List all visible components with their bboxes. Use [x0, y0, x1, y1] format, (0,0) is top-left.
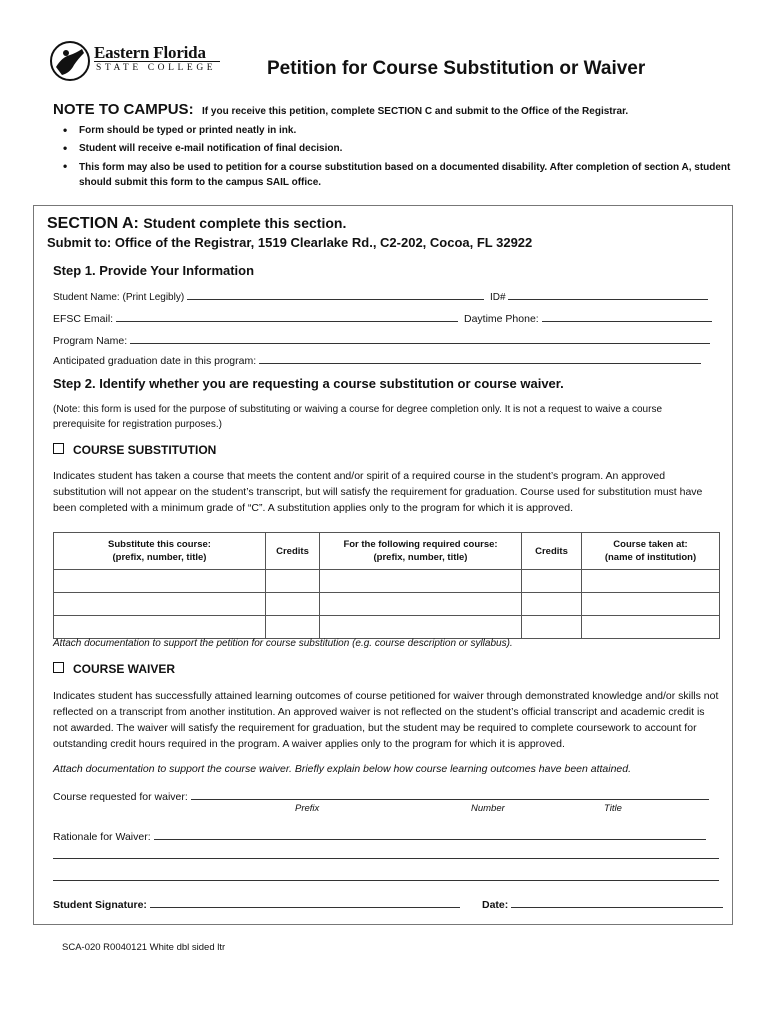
substitution-attach-note: Attach documentation to support the petition for course substitution (e.g. course description or syllabus).: [53, 638, 513, 649]
substitution-description: Indicates student has taken a course that meets the content and/or spirit of a required course in the student’s program. An approved substitution will not appear on the student’s transcript, but will satisfy the requirement for graduation. Course used for substitution must have been completed with a minimum grade of “C”. A substitution applies only to the program for which it is approved.: [53, 470, 703, 514]
substitution-heading: COURSE SUBSTITUTION: [73, 443, 217, 457]
note-to-campus: [53, 101, 628, 119]
substitution-table: [53, 532, 720, 639]
logo-name: Eastern Florida: [94, 43, 206, 62]
email-label: EFSC Email:: [53, 311, 458, 325]
col-required-course: For the following required course: (prefix, number, title): [320, 533, 522, 570]
list-item: • This form may also be used to petition for a course substitution based on a documented disability. After completion of section A, student should submit this form to the campus SAIL office.: [63, 160, 733, 190]
id-label: ID#: [490, 289, 708, 303]
submit-to: Submit to: Office of the Registrar, 1519 Clearlake Rd., C2-202, Cocoa, FL 32922: [47, 235, 533, 250]
waiver-option: [53, 662, 175, 676]
program-label: Program Name:: [53, 333, 710, 347]
section-a-label: SECTION A:: [47, 215, 139, 232]
waiver-description: Indicates student has successfully attained learning outcomes of course petitioned for waiver through demonstrated knowledge and/or skills not reflected on a transcript from another institution. An approved waiver is not reflected on the student’s official transcript and academic credit is not awarded. The waiver will satisfy the requirement for graduation, but the student may be required to complete coursework to account for outstanding credit hours required in the program. A waiver applies only to the program for which it is approved.: [53, 690, 719, 750]
rationale-label: Rationale for Waiver:: [53, 829, 706, 843]
table-cell[interactable]: [320, 593, 522, 616]
table-cell[interactable]: [54, 593, 266, 616]
form-title: Petition for Course Substitution or Waiver: [267, 58, 646, 79]
signature-label: Student Signature:: [53, 897, 460, 911]
table-cell[interactable]: [582, 593, 720, 616]
col-credits-2: Credits: [522, 533, 582, 570]
date-label: Date:: [482, 897, 723, 911]
graduation-field[interactable]: [259, 353, 701, 364]
section-a-subheading: Student complete this section.: [143, 215, 347, 231]
college-seal-icon: [50, 41, 90, 81]
id-field[interactable]: [508, 289, 708, 300]
waiver-attach-note: Attach documentation to support the course waiver. Briefly explain below how course learning outcomes have been attained.: [53, 763, 632, 775]
substitution-option: [53, 443, 216, 457]
graduation-label: Anticipated graduation date in this program:: [53, 353, 701, 367]
step2-note: (Note: this form is used for the purpose of substituting or waiving a course for degree completion only. It is not a request to waive a course prerequisite for registration purposes.): [53, 404, 663, 430]
signature-field[interactable]: [150, 897, 460, 908]
list-item: • Student will receive e-mail notification of final decision.: [63, 140, 733, 158]
table-cell[interactable]: [266, 570, 320, 593]
program-field[interactable]: [130, 333, 710, 344]
table-header-row: [54, 533, 720, 570]
table-cell[interactable]: [522, 593, 582, 616]
step1-heading: Step 1. Provide Your Information: [53, 263, 255, 278]
table-cell[interactable]: [54, 570, 266, 593]
list-item: • Form should be typed or printed neatly in ink.: [63, 122, 733, 140]
step2-heading: Step 2. Identify whether you are requesting a course substitution or course waiver.: [53, 376, 564, 391]
form-code-footer: SCA-020 R0040121 White dbl sided ltr: [62, 942, 226, 953]
table-cell[interactable]: [320, 570, 522, 593]
phone-label: Daytime Phone:: [464, 311, 712, 325]
logo-subtitle: STATE COLLEGE: [96, 63, 217, 73]
instructions-list: [63, 122, 733, 190]
waiver-checkbox[interactable]: [53, 662, 64, 673]
table-cell[interactable]: [582, 570, 720, 593]
note-heading: NOTE TO CAMPUS:: [53, 101, 194, 118]
col-substitute-course: Substitute this course: (prefix, number, title): [54, 533, 266, 570]
col-institution: Course taken at: (name of institution): [582, 533, 720, 570]
substitution-checkbox[interactable]: [53, 443, 64, 454]
course-requested-field[interactable]: [191, 789, 709, 800]
rationale-field[interactable]: [154, 829, 706, 840]
table-cell[interactable]: [266, 593, 320, 616]
prefix-label: Prefix: [295, 803, 320, 814]
email-field[interactable]: [116, 311, 458, 322]
date-field[interactable]: [511, 897, 723, 908]
student-name-label: Student Name: (Print Legibly): [53, 289, 484, 303]
table-cell[interactable]: [522, 570, 582, 593]
note-text: If you receive this petition, complete SECTION C and submit to the Office of the Registrar.: [202, 106, 629, 117]
college-logo: [50, 41, 220, 85]
rationale-line-2[interactable]: [53, 858, 719, 859]
course-requested-label: Course requested for waiver:: [53, 789, 709, 803]
waiver-heading: COURSE WAIVER: [73, 662, 176, 676]
phone-field[interactable]: [542, 311, 712, 322]
title-label: Title: [604, 803, 622, 814]
logo-divider: [94, 61, 220, 62]
table-row: [54, 593, 720, 616]
student-name-field[interactable]: [187, 289, 484, 300]
section-a-heading: [47, 215, 346, 233]
number-label: Number: [471, 803, 505, 814]
table-row: [54, 570, 720, 593]
rationale-line-3[interactable]: [53, 880, 719, 881]
col-credits-1: Credits: [266, 533, 320, 570]
